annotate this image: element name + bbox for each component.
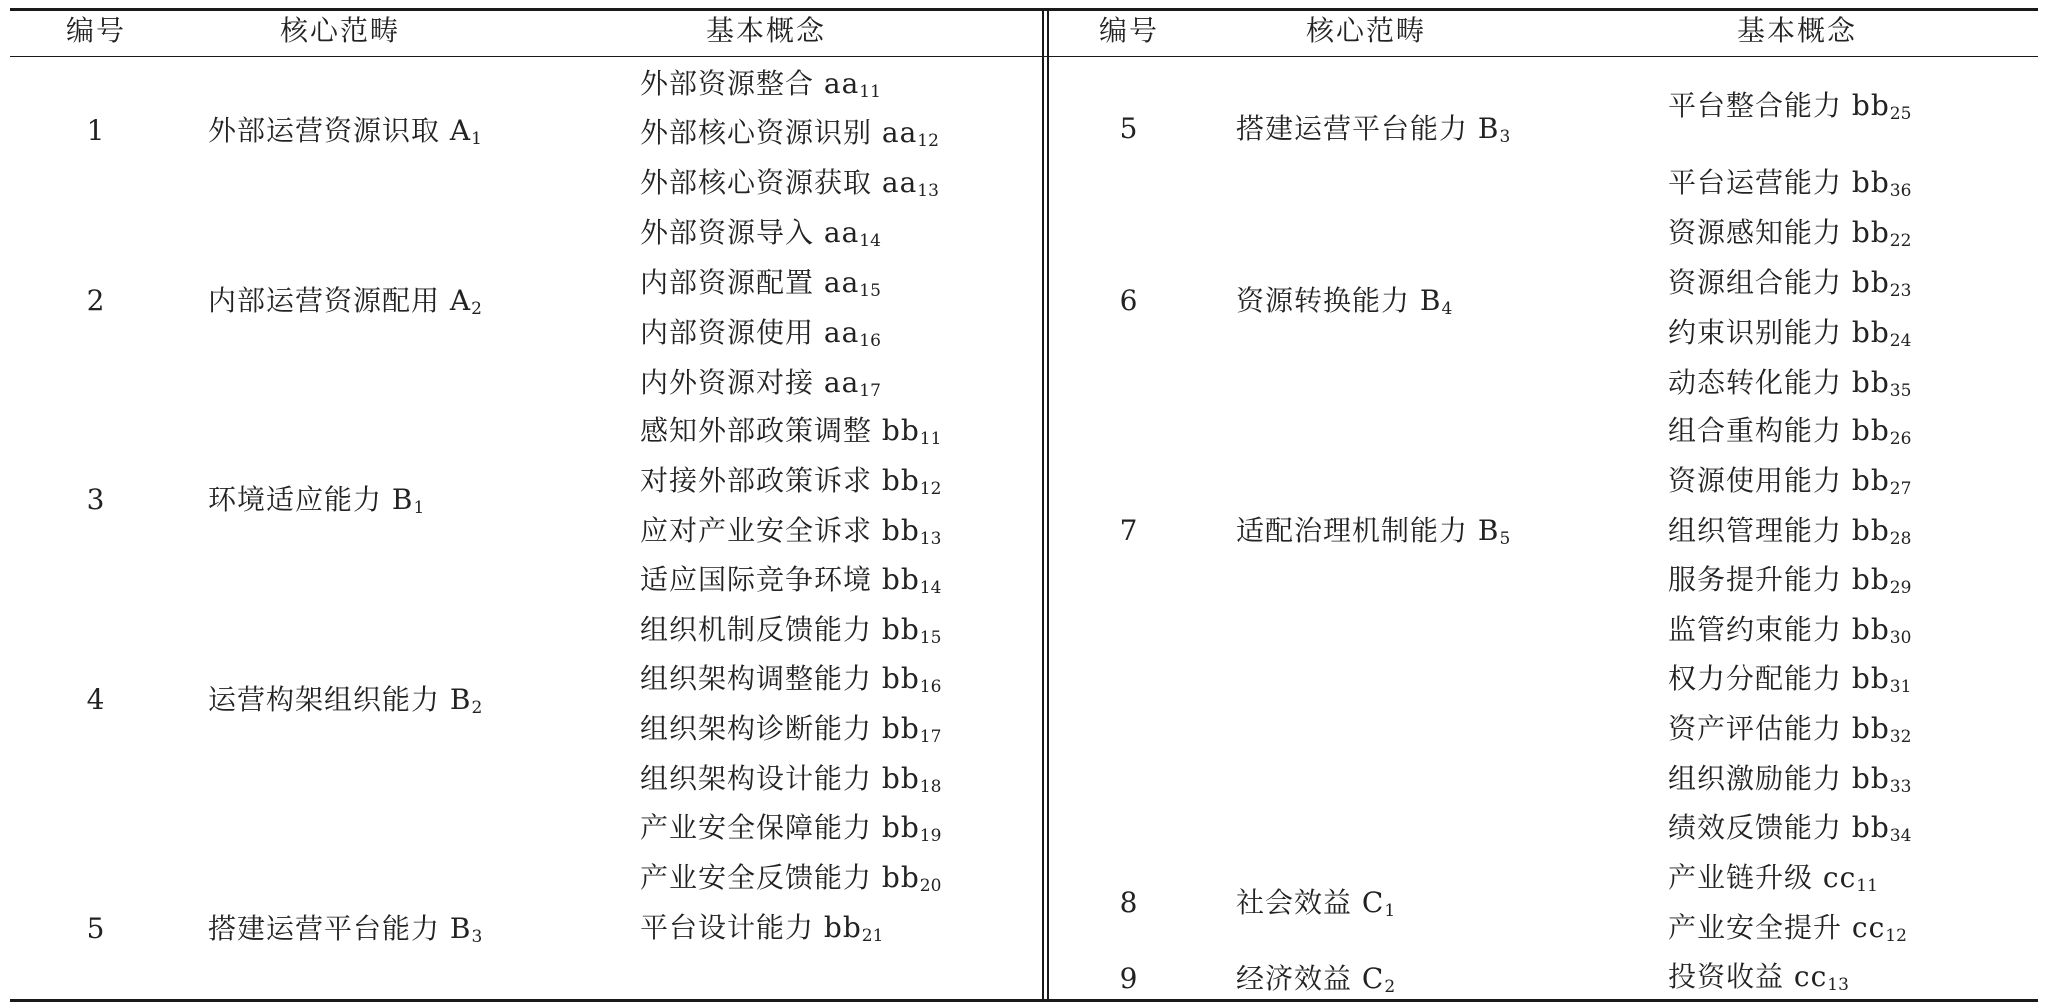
concept-item: 外部资源整合 $aa_{11}$	[640, 67, 881, 102]
concept-item: 外部核心资源获取 $aa_{13}$	[640, 166, 939, 201]
concept-item: 资产评估能力 $bb_{32}$	[1668, 712, 1912, 747]
category-name: 搭建运营平台能力 $B_3$	[1236, 112, 1511, 147]
concept-item: 感知外部政策调整 $bb_{11}$	[640, 414, 942, 449]
concept-item: 外部资源导入 $aa_{14}$	[640, 216, 881, 251]
row-id: 3	[86, 483, 106, 516]
header-rule	[10, 56, 2038, 57]
column-divider-right	[1047, 8, 1049, 1002]
category-name: 适配治理机制能力 $B_5$	[1236, 514, 1511, 549]
concept-item: 内部资源使用 $aa_{16}$	[640, 316, 881, 351]
top-rule	[10, 8, 2038, 11]
concept-item: 组合重构能力 $bb_{26}$	[1668, 414, 1912, 449]
concept-item: 投资收益 $cc_{13}$	[1668, 960, 1849, 995]
concept-item: 资源使用能力 $bb_{27}$	[1668, 464, 1912, 499]
concept-item: 服务提升能力 $bb_{29}$	[1668, 563, 1912, 598]
category-name: 经济效益 $C_2$	[1236, 962, 1396, 997]
concept-item: 监管约束能力 $bb_{30}$	[1668, 613, 1912, 648]
row-id: 5	[86, 912, 106, 945]
concept-item: 内外资源对接 $aa_{17}$	[640, 366, 881, 401]
row-id: 1	[86, 114, 106, 147]
concept-item: 产业安全提升 $cc_{12}$	[1668, 911, 1907, 946]
concept-item: 内部资源配置 $aa_{15}$	[640, 266, 881, 301]
concept-item: 资源感知能力 $bb_{22}$	[1668, 216, 1912, 251]
row-id: 7	[1119, 514, 1139, 547]
concept-item: 产业安全反馈能力 $bb_{20}$	[640, 861, 942, 896]
concept-item: 约束识别能力 $bb_{24}$	[1668, 316, 1912, 351]
concept-item: 组织架构诊断能力 $bb_{17}$	[640, 712, 942, 747]
category-name: 资源转换能力 $B_4$	[1236, 284, 1453, 319]
row-id: 6	[1119, 284, 1139, 317]
category-name: 环境适应能力 $B_1$	[208, 483, 425, 518]
category-name: 外部运营资源识取 $A_1$	[208, 114, 482, 149]
concept-item: 权力分配能力 $bb_{31}$	[1668, 662, 1912, 697]
category-name: 内部运营资源配用 $A_2$	[208, 284, 482, 319]
row-id: 4	[86, 683, 106, 716]
row-id: 8	[1119, 886, 1139, 919]
category-name: 社会效益 $C_1$	[1236, 886, 1396, 921]
concept-item: 平台设计能力 $bb_{21}$	[640, 911, 884, 946]
concept-item: 平台整合能力 $bb_{25}$	[1668, 89, 1912, 124]
concept-item: 适应国际竞争环境 $bb_{14}$	[640, 563, 942, 598]
row-id: 9	[1119, 962, 1139, 995]
concept-item: 动态转化能力 $bb_{35}$	[1668, 366, 1912, 401]
header-concept-right: 基本概念	[1736, 14, 1858, 47]
header-id-left: 编号	[65, 14, 127, 47]
concept-item: 组织架构设计能力 $bb_{18}$	[640, 762, 942, 797]
concept-item: 组织激励能力 $bb_{33}$	[1668, 762, 1912, 797]
concept-item: 组织管理能力 $bb_{28}$	[1668, 514, 1912, 549]
concept-item: 组织机制反馈能力 $bb_{15}$	[640, 613, 942, 648]
concept-item: 应对产业安全诉求 $bb_{13}$	[640, 514, 942, 549]
header-id-right: 编号	[1098, 14, 1160, 47]
bottom-rule	[10, 999, 2038, 1002]
category-name: 搭建运营平台能力 $B_3$	[208, 912, 483, 947]
header-category-left: 核心范畴	[279, 14, 401, 47]
header-concept-left: 基本概念	[705, 14, 827, 47]
concept-item: 产业链升级 $cc_{11}$	[1668, 861, 1878, 896]
concept-item: 平台运营能力 $bb_{36}$	[1668, 166, 1912, 201]
concept-item: 外部核心资源识别 $aa_{12}$	[640, 116, 939, 151]
header-category-right: 核心范畴	[1305, 14, 1427, 47]
row-id: 5	[1119, 112, 1139, 145]
concept-item: 绩效反馈能力 $bb_{34}$	[1668, 811, 1912, 846]
concept-item: 资源组合能力 $bb_{23}$	[1668, 266, 1912, 301]
category-name: 运营构架组织能力 $B_2$	[208, 683, 483, 718]
column-divider-left	[1042, 8, 1044, 1002]
concept-item: 组织架构调整能力 $bb_{16}$	[640, 662, 942, 697]
concept-item: 产业安全保障能力 $bb_{19}$	[640, 811, 942, 846]
concept-item: 对接外部政策诉求 $bb_{12}$	[640, 464, 942, 499]
row-id: 2	[86, 284, 106, 317]
